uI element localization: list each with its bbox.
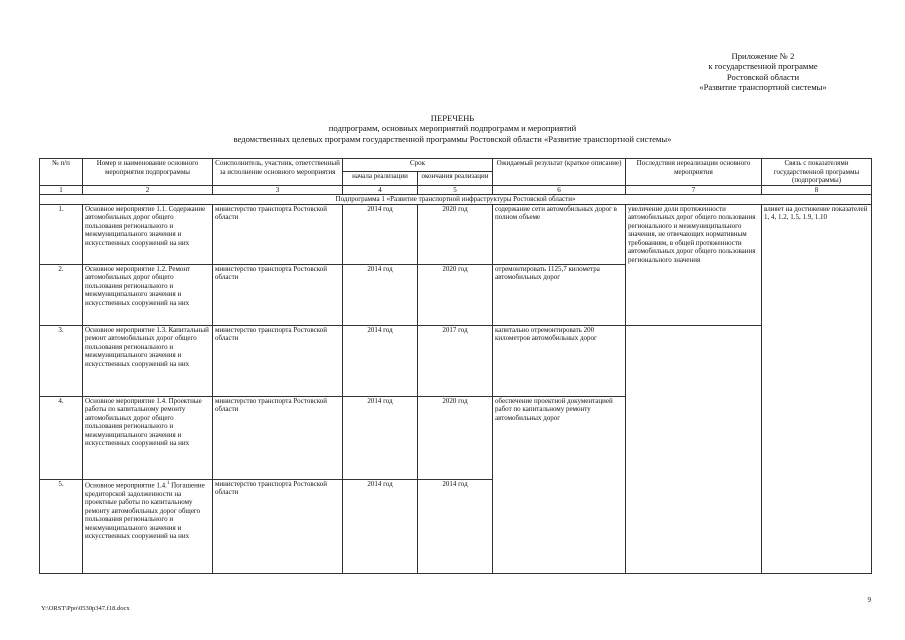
title-line: подпрограмм, основных мероприятий подпрограмм и мероприятий bbox=[328, 123, 577, 134]
row-name bbox=[83, 479, 213, 573]
row-name-superscript: 1 bbox=[166, 480, 170, 486]
row-executor: министерство транспорта Ростовской области bbox=[213, 325, 343, 396]
header-term-start: начала реализации bbox=[343, 172, 418, 185]
header-link: Связь с показателями государственной программы (подпрограммы) bbox=[762, 159, 872, 186]
column-number: 4 bbox=[343, 185, 418, 195]
row-start: 2014 год bbox=[343, 204, 418, 264]
row-name: Основное мероприятие 1.2. Ремонт автомобильных дорог общего пользования регионального и межмуниципального значения и искусственных сооружений на них bbox=[83, 264, 213, 325]
row-result: обеспечение проектной документацией работ по капитальному ремонту автомобильных дорог bbox=[493, 396, 626, 573]
row-name-suffix: Погашение кредиторской задолженности на проектные работы по капитальному ремонту автомобильных дорог общего пользования регионального и межмуниципального значения и искусственных сооружений на них bbox=[85, 481, 205, 541]
column-number: 7 bbox=[626, 185, 762, 195]
header-name: Номер и наименование основного мероприятия подпрограммы bbox=[83, 159, 213, 186]
row-start: 2014 год bbox=[343, 479, 418, 573]
row-num: 1. bbox=[40, 204, 83, 264]
row-consequences: увеличение доли протяженности автомобильных дорог общего пользования регионального и межмуниципального значения, не отвечающих нормативным требованиям, в общей протяженности автомобильных дорог общего пользования регионального значения bbox=[626, 204, 762, 325]
header-result: Ожидаемый результат (краткое описание) bbox=[493, 159, 626, 186]
column-number: 5 bbox=[418, 185, 493, 195]
appendix-line: «Развитие транспортной системы» bbox=[699, 82, 827, 93]
row-executor: министерство транспорта Ростовской области bbox=[213, 479, 343, 573]
header-term-end: окончания реализации bbox=[418, 172, 493, 185]
table-row bbox=[40, 325, 872, 396]
row-result: капитально отремонтировать 200 километров автомобильных дорог bbox=[493, 325, 626, 396]
column-number: 2 bbox=[83, 185, 213, 195]
row-num: 5. bbox=[40, 479, 83, 573]
subprogram-title: Подпрограмма 1 «Развитие транспортной инфраструктуры Ростовской области» bbox=[40, 195, 872, 205]
row-link: влияет на достижение показателей 1, 4, 1.2, 1.5, 1.9, 1.10 bbox=[762, 204, 872, 573]
appendix-line: Ростовской области bbox=[726, 71, 800, 82]
header-term: Срок bbox=[343, 159, 493, 172]
row-name-prefix: Основное мероприятие 1.4. bbox=[85, 481, 167, 490]
row-executor: министерство транспорта Ростовской области bbox=[213, 396, 343, 479]
measures-table bbox=[39, 158, 872, 574]
appendix-block bbox=[663, 51, 863, 93]
column-number: 8 bbox=[762, 185, 872, 195]
page-number: 9 bbox=[867, 596, 871, 604]
document-title bbox=[0, 113, 905, 144]
row-num: 3. bbox=[40, 325, 83, 396]
column-number: 3 bbox=[213, 185, 343, 195]
file-path: Y:\ORST\Ppo\0530p347.f18.docx bbox=[41, 605, 130, 612]
row-end: 2020 год bbox=[418, 396, 493, 479]
column-number: 6 bbox=[493, 185, 626, 195]
row-executor: министерство транспорта Ростовской области bbox=[213, 264, 343, 325]
row-start: 2014 год bbox=[343, 396, 418, 479]
row-name: Основное мероприятие 1.4. Проектные работы по капитальному ремонту автомобильных дорог общего пользования регионального и межмуниципального значения и искусственных сооружений на них bbox=[83, 396, 213, 479]
column-numbers-row bbox=[40, 185, 872, 195]
header-executor: Соисполнитель, участник, ответственный за исполнение основного мероприятия bbox=[213, 159, 343, 186]
row-num: 2. bbox=[40, 264, 83, 325]
row-executor: министерство транспорта Ростовской области bbox=[213, 204, 343, 264]
header-num: № п/п bbox=[40, 159, 83, 186]
row-name: Основное мероприятие 1.1. Содержание автомобильных дорог общего пользования регионального и межмуниципального значения и искусственных сооружений на них bbox=[83, 204, 213, 264]
title-line: ведомственных целевых программ государственной программы Ростовской области «Развитие транспортной системы» bbox=[233, 133, 672, 144]
column-number: 1 bbox=[40, 185, 83, 195]
row-consequences-empty bbox=[626, 325, 762, 573]
row-end: 2020 год bbox=[418, 264, 493, 325]
row-start: 2014 год bbox=[343, 264, 418, 325]
title-heading: ПЕРЕЧЕНЬ bbox=[430, 113, 475, 123]
header-row bbox=[40, 159, 872, 172]
row-num: 4. bbox=[40, 396, 83, 479]
appendix-line: Приложение № 2 bbox=[731, 51, 795, 61]
row-result: отремонтировать 1125,7 километра автомобильных дорог bbox=[493, 264, 626, 325]
table-row bbox=[40, 204, 872, 264]
subprogram-row bbox=[40, 195, 872, 205]
row-result: содержание сети автомобильных дорог в полном объеме bbox=[493, 204, 626, 264]
row-end: 2017 год bbox=[418, 325, 493, 396]
row-start: 2014 год bbox=[343, 325, 418, 396]
header-consequences: Последствия нереализации основного мероприятия bbox=[626, 159, 762, 186]
row-end: 2020 год bbox=[418, 204, 493, 264]
row-end: 2014 год bbox=[418, 479, 493, 573]
row-name: Основное мероприятие 1.3. Капитальный ремонт автомобильных дорог общего пользования регионального и межмуниципального значения и искусственных сооружений на них bbox=[83, 325, 213, 396]
appendix-line: к государственной программе bbox=[708, 61, 818, 72]
